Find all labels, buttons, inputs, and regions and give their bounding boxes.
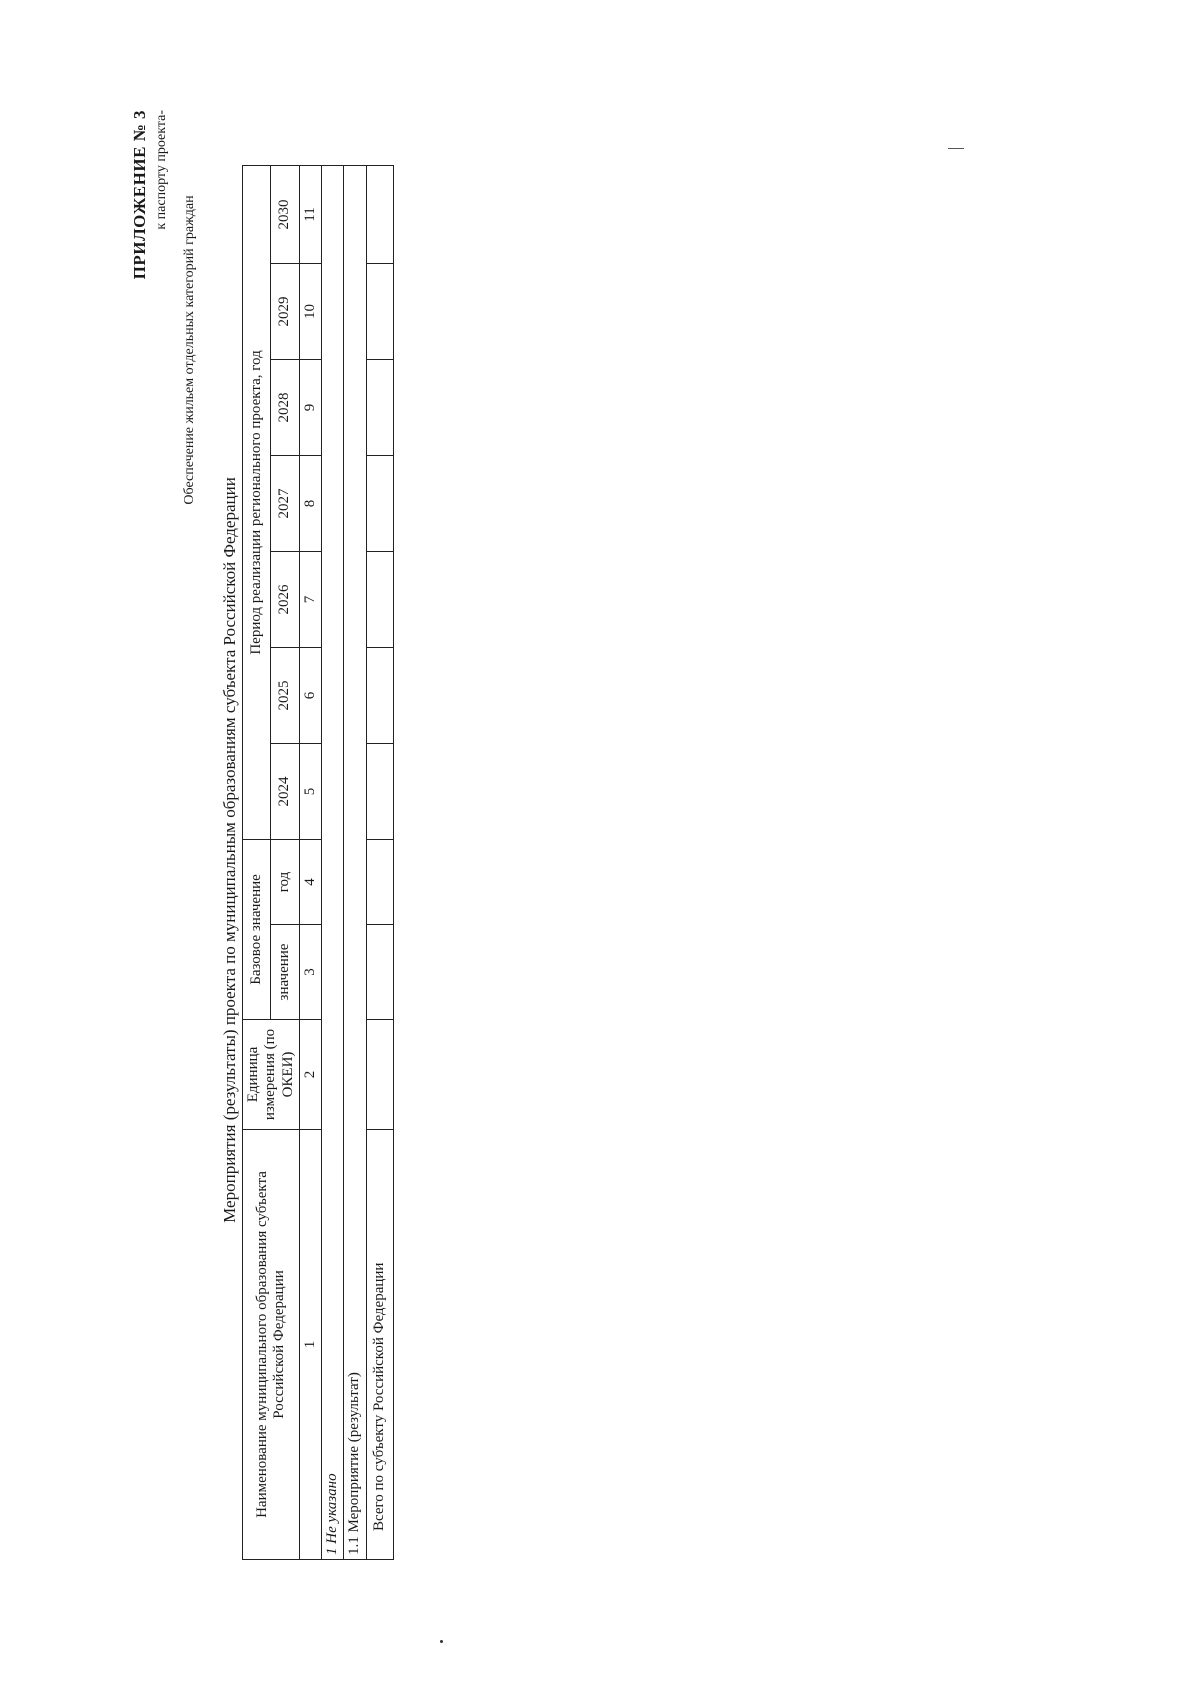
header-base: Базовое значение	[243, 839, 271, 1019]
header-year: 2025	[271, 647, 299, 743]
column-number: 11	[299, 165, 321, 263]
scan-mark	[948, 148, 964, 149]
table-header-row-1	[243, 165, 271, 1559]
header-year: 2028	[271, 359, 299, 455]
appendix-subtitle: к паспорту проекта-	[154, 110, 169, 230]
total-cell-empty	[366, 359, 393, 455]
total-cell-empty	[366, 263, 393, 359]
column-number: 1	[299, 1130, 321, 1560]
column-number: 5	[299, 743, 321, 839]
section-label: 1 Не указано	[322, 165, 344, 1559]
header-base-year: год	[271, 839, 299, 924]
total-cell-empty	[366, 551, 393, 647]
total-cell-empty	[366, 1020, 393, 1130]
total-cell-empty	[366, 839, 393, 924]
column-number: 6	[299, 647, 321, 743]
column-number: 2	[299, 1020, 321, 1130]
total-label: Всего по субъекту Российской Федерации	[366, 1130, 393, 1560]
header-period: Период реализации регионального проекта, год	[243, 165, 271, 839]
appendix-project-name: Обеспечение жильем отдельных категорий граждан	[182, 195, 197, 505]
rotated-landscape-page	[120, 100, 580, 1640]
section-row	[322, 165, 344, 1559]
column-number-row	[299, 165, 321, 1559]
header-year: 2024	[271, 743, 299, 839]
measures-table	[242, 165, 394, 1560]
measure-label: 1.1 Мероприятие (результат)	[344, 165, 366, 1559]
total-row	[366, 165, 393, 1559]
scan-speck	[440, 1640, 443, 1643]
column-number: 9	[299, 359, 321, 455]
appendix-header	[130, 110, 176, 420]
total-cell-empty	[366, 647, 393, 743]
column-number: 10	[299, 263, 321, 359]
total-cell-empty	[366, 743, 393, 839]
column-number: 3	[299, 925, 321, 1020]
header-unit: Единица измерения (по ОКЕИ)	[243, 1020, 300, 1130]
column-number: 8	[299, 455, 321, 551]
total-cell-empty	[366, 455, 393, 551]
total-cell-empty	[366, 165, 393, 263]
total-cell-empty	[366, 925, 393, 1020]
table-title: Мероприятия (результаты) проекта по муниципальным образованиям субъекта Российской Федерации	[220, 477, 239, 1223]
appendix-title: ПРИЛОЖЕНИЕ № 3	[130, 110, 149, 280]
column-number: 4	[299, 839, 321, 924]
column-number: 7	[299, 551, 321, 647]
header-year: 2026	[271, 551, 299, 647]
header-base-value: значение	[271, 925, 299, 1020]
header-year: 2029	[271, 263, 299, 359]
measure-row	[344, 165, 366, 1559]
header-year: 2027	[271, 455, 299, 551]
header-name: Наименование муниципального образования субъекта Российской Федерации	[243, 1130, 300, 1560]
header-year: 2030	[271, 165, 299, 263]
